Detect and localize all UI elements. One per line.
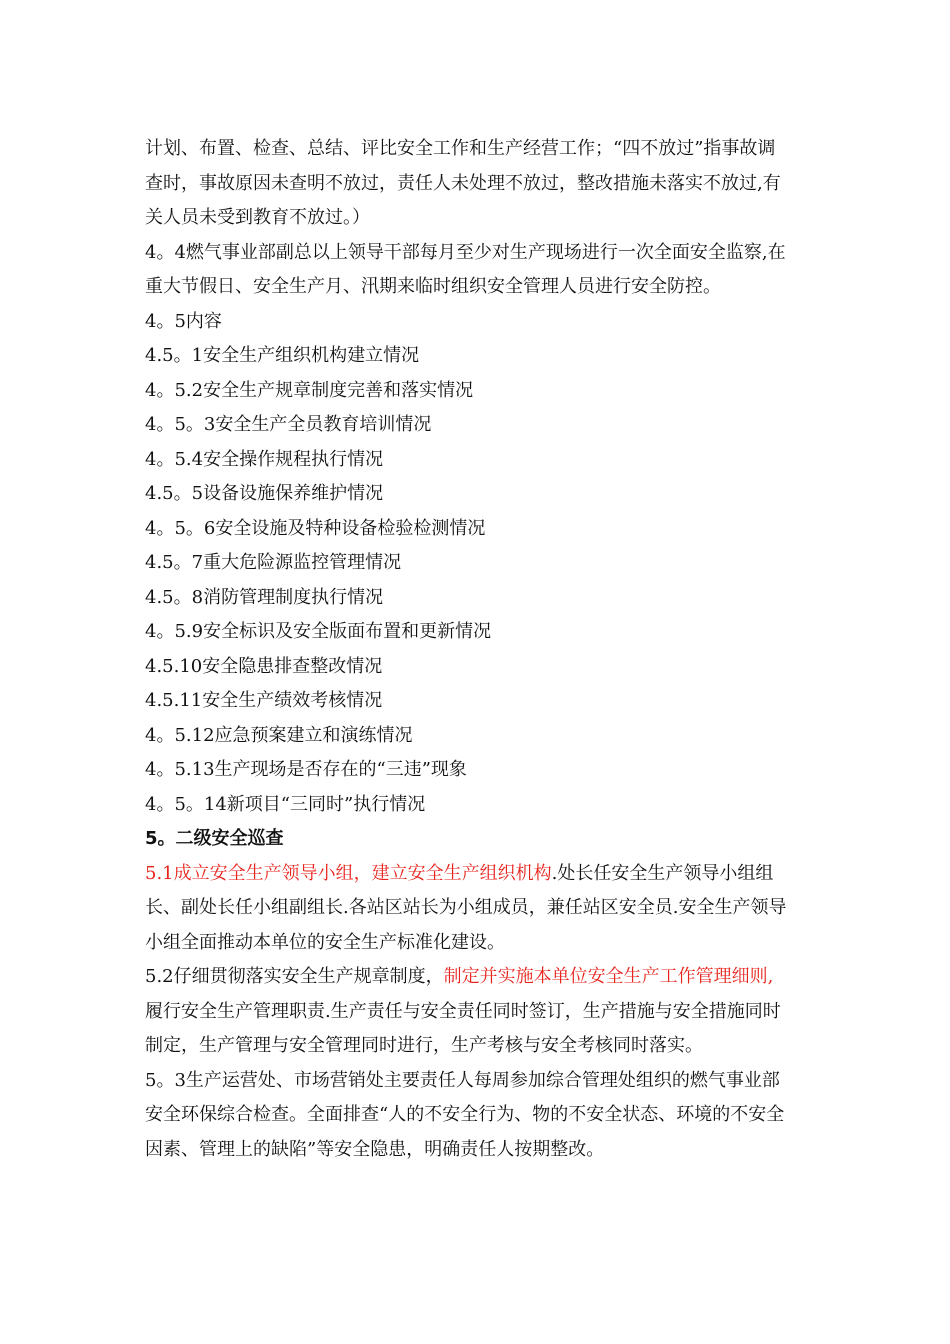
- text-line: 4。4燃气事业部副总以上领导干部每月至少对生产现场进行一次全面安全监察,在: [145, 241, 786, 263]
- text-line: 4。5.2安全生产规章制度完善和落实情况: [145, 379, 474, 401]
- text-line: 安全环保综合检查。全面排查“人的不安全行为、物的不安全状态、环境的不安全: [145, 1104, 785, 1125]
- text-line: [145, 960, 835, 995]
- text-line: 重大节假日、安全生产月、汛期来临时组织安全管理人员进行安全防控。: [145, 276, 721, 297]
- highlighted-text: 5.1: [145, 862, 174, 884]
- text-line: 计划、布置、检查、总结、评比安全工作和生产经营工作；“四不放过”指事故调: [145, 138, 776, 159]
- text-span: .处长任安全生产领导小组组: [551, 862, 774, 884]
- highlighted-text: 成立安全生产领导小组，建立安全生产组织机构: [173, 862, 552, 884]
- text-line: 长、副处长任小组副组长.各站区站长为小组成员，兼任站区安全员.安全生产领导: [145, 897, 787, 918]
- text-line: 因素、管理上的缺陷”等安全隐患，明确责任人按期整改。: [145, 1138, 605, 1160]
- text-line: 4。5内容: [145, 310, 222, 332]
- text-line: [145, 857, 835, 892]
- text-line: 关人员未受到教育不放过。）: [145, 207, 370, 228]
- text-line: 4。5.4安全操作规程执行情况: [145, 448, 384, 470]
- document-body: [145, 132, 835, 1167]
- text-line: 查时，事故原因未查明不放过，责任人未处理不放过，整改措施未落实不放过,有: [145, 172, 781, 194]
- text-line: 制定，生产管理与安全管理同时进行，生产考核与安全考核同时落实。: [145, 1035, 703, 1056]
- text-line: 4.5。8消防管理制度执行情况: [145, 586, 384, 608]
- text-line: 4.5。1安全生产组织机构建立情况: [145, 345, 420, 366]
- text-line: 4。5.9安全标识及安全版面布置和更新情况: [145, 621, 492, 642]
- text-line: 4。5.12应急预案建立和演练情况: [145, 724, 413, 746]
- text-line: 4.5.10安全隐患排查整改情况: [145, 655, 383, 677]
- text-line: 4。5.13生产现场是否存在的“三违”现象: [145, 759, 467, 780]
- text-line: 4.5.11安全生产绩效考核情况: [145, 690, 383, 711]
- text-line: 履行安全生产管理职责.生产责任与安全责任同时签订，生产措施与安全措施同时: [145, 1000, 781, 1022]
- highlighted-text: 制定并实施本单位安全生产工作管理细则,: [443, 966, 774, 987]
- text-line: 4。5。14新项目“三同时”执行情况: [145, 793, 426, 815]
- text-line: 5。3生产运营处、市场营销处主要责任人每周参加综合管理处组织的燃气事业部: [145, 1069, 780, 1091]
- text-span: 5.2仔细贯彻落实安全生产规章制度，: [145, 966, 444, 987]
- text-line: 小组全面推动本单位的安全生产标准化建设。: [145, 931, 505, 953]
- section-heading: 5。二级安全巡查: [145, 828, 284, 849]
- text-line: 4.5。7重大危险源监控管理情况: [145, 552, 402, 573]
- text-line: 4.5。5设备设施保养维护情况: [145, 483, 384, 504]
- text-line: 4。5。6安全设施及特种设备检验检测情况: [145, 517, 486, 539]
- text-line: 4。5。3安全生产全员教育培训情况: [145, 414, 432, 435]
